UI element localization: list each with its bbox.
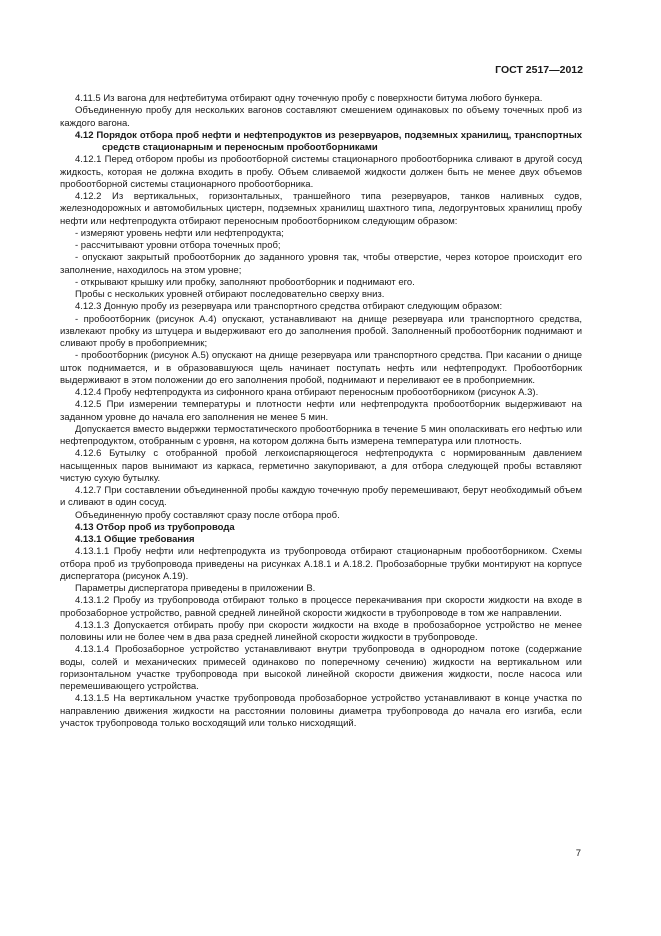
clause-4-12-5: 4.12.5 При измерении температуры и плотности нефти или нефтепродукта пробоотборник выдерживают на заданном уровне до начала его заполнения не менее 5 мин. — [60, 399, 582, 423]
document-code: ГОСТ 2517—2012 — [495, 64, 583, 76]
clause-4-13-1-2: 4.13.1.2 Пробу из трубопровода отбирают только в процессе перекачивания при скорости жидкости на входе в пробозаборное устройство, равной средней линейной скорости жидкости в трубопроводе в том же направлении. — [60, 595, 582, 619]
list-item: - опускают закрытый пробоотборник до заданного уровня так, чтобы отверстие, через которое происходит его заполнение, находилось на этом уровне; — [60, 252, 582, 276]
paragraph: Параметры диспергатора приведены в приложении В. — [75, 583, 316, 594]
paragraph: Объединенную пробу составляют сразу после отбора проб. — [75, 509, 340, 521]
list-item: - пробоотборник (рисунок А.5) опускают на днище резервуара или транспортного средства. При касании о днище шток поднимается, и в образовавшуюся щель начинает поступать нефть или нефтепродукт. Пробоотборник выдерживают в этом положении до его заполнения пробой, поднимают и переливают ее в пробоприемник. — [60, 350, 582, 386]
subsection-heading-4-13-1: 4.13.1 Общие требования — [75, 534, 195, 545]
page-number: 7 — [575, 848, 581, 859]
list-item: - открывают крышку или пробку, заполняют пробоотборник и поднимают его. — [75, 276, 415, 288]
clause-4-12-7: 4.12.7 При составлении объединенной пробы каждую точечную пробу перемешивают, берут необходимый объем и сливают в один сосуд. — [60, 485, 582, 509]
document-body — [60, 93, 582, 730]
clause-4-13-1-3: 4.13.1.3 Допускается отбирать пробу при скорости жидкости на входе в пробозаборное устройство не менее половины или не более чем в два раза средней линейной скорости жидкости в трубопроводе. — [60, 619, 582, 643]
list-item: - рассчитывают уровни отбора точечных проб; — [75, 240, 281, 251]
paragraph: Допускается вместо выдержки термостатического пробоотборника в течение 5 мин ополаскивать его нефтью или нефтепродуктом, отобранным с уровня, на котором должна быть измерена температура или плотность. — [60, 423, 582, 447]
paragraph: Пробы с нескольких уровней отбирают последовательно сверху вниз. — [75, 289, 385, 300]
clause-4-11-5: 4.11.5 Из вагона для нефтебитума отбирают одну точечную пробу с поверхности битума любого бункера. — [75, 93, 543, 104]
clause-4-12-3: 4.12.3 Донную пробу из резервуара или транспортного средства отбирают следующим образом: — [75, 301, 503, 313]
clause-4-12-1: 4.12.1 Перед отбором пробы из пробоотборной системы стационарного пробоотборника сливают в другой сосуд жидкость, которая не должна входить в пробу. Объем сливаемой жидкости должен быть не менее двух объемов пробоотборной системы стационарного пробоотборника. — [60, 154, 582, 190]
list-item: - пробоотборник (рисунок А.4) опускают, устанавливают на днище резервуара или транспортного средства, извлекают пробку из штуцера и выдерживают его до заполнения пробой. Заполненный пробоотборник поднимают и сливают пробу в пробоприемник; — [60, 313, 582, 349]
clause-4-12-6: 4.12.6 Бутылку с отобранной пробой легкоиспаряющегося нефтепродукта с нормированным давлением насыщенных паров вынимают из каркаса, герметично закупоривают, а для отбора следующей пробы вставляют чистую сухую бутылку. — [60, 448, 582, 484]
clause-4-13-1-5: 4.13.1.5 На вертикальном участке трубопровода пробозаборное устройство устанавливают в конце участка по направлению движения жидкости на расстоянии половины диаметра трубопровода до начала его изгиба, если участок трубопровода только восходящий или только нисходящий. — [60, 693, 582, 729]
clause-4-12-4: 4.12.4 Пробу нефтепродукта из сифонного крана отбирают переносным пробоотборником (рисунок А.3). — [75, 387, 539, 398]
section-heading-4-12: 4.12 Порядок отбора проб нефти и нефтепродуктов из резервуаров, подземных хранилищ, транспортных средств стационарным и переносным пробоотборниками — [75, 129, 582, 153]
clause-4-12-2: 4.12.2 Из вертикальных, горизонтальных, траншейного типа резервуаров, танков наливных судов, железнодорожных и автомобильных цистерн, подземных хранилищ шахтного типа, ледогрунтовых хранилищ пробу нефти или нефтепродукта отбирают переносным пробоотборником следующим образом: — [60, 191, 582, 227]
paragraph: Объединенную пробу для нескольких вагонов составляют смешением одинаковых по объему точечных проб из каждого вагона. — [60, 105, 582, 129]
list-item: - измеряют уровень нефти или нефтепродукта; — [75, 227, 284, 239]
section-heading-4-13: 4.13 Отбор проб из трубопровода — [75, 521, 235, 533]
clause-4-13-1-1: 4.13.1.1 Пробу нефти или нефтепродукта из трубопровода отбирают стационарным пробоотборником. Схемы отбора проб из трубопровода приведены на рисунках А.18.1 и А.18.2. Пробозаборные трубки монтируют на корпусе диспергатора (рисунок А.19). — [60, 546, 582, 582]
clause-4-13-1-4: 4.13.1.4 Пробозаборное устройство устанавливают внутри трубопровода в однородном потоке (содержание воды, солей и механических примесей одинаково по поперечному сечению) жидкости на вертикальном или горизонтальном участке трубопровода при высокой линейной скорости движения жидкости, после насоса или перемешивающего устройства. — [60, 644, 582, 692]
